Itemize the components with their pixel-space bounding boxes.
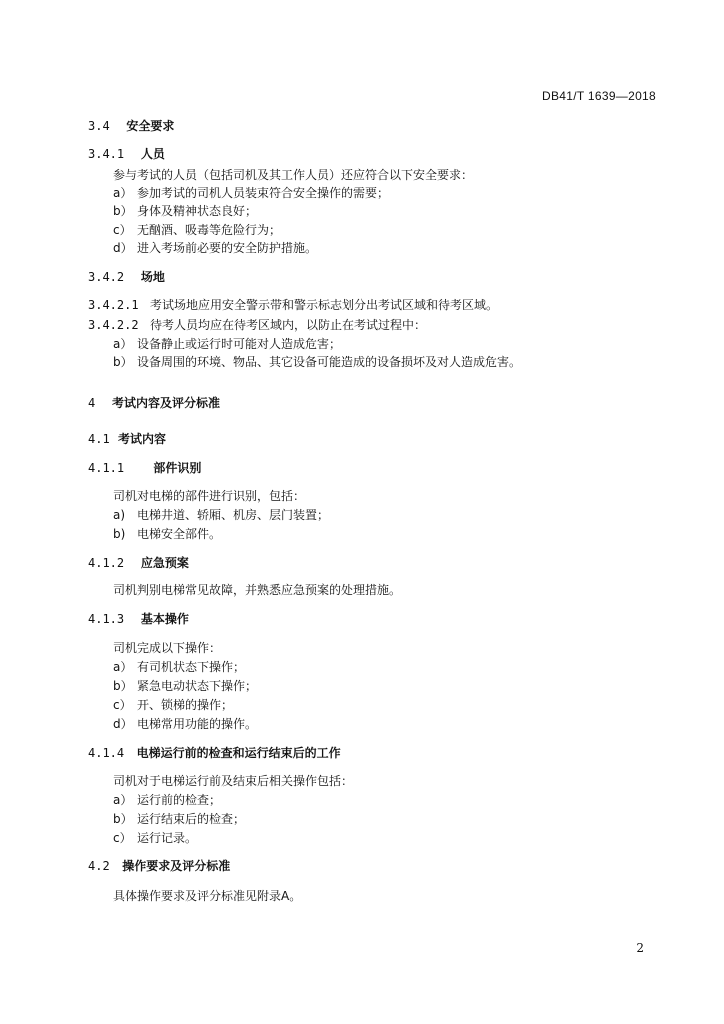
list-marker: b） bbox=[113, 812, 133, 826]
section-4-1-2-heading bbox=[88, 555, 189, 571]
list-text: 电梯安全部件。 bbox=[137, 527, 222, 541]
chapter-4-heading bbox=[88, 395, 220, 411]
list-text: 电梯常用功能的操作。 bbox=[137, 717, 258, 731]
list-marker: d） bbox=[113, 241, 133, 255]
section-title: 操作要求及评分标准 bbox=[122, 859, 231, 873]
list-item bbox=[113, 240, 317, 256]
list-item bbox=[113, 716, 257, 732]
list-item bbox=[113, 830, 197, 846]
paragraph: 司机对电梯的部件进行识别，包括： bbox=[113, 489, 306, 503]
list-text: 开、锁梯的操作； bbox=[137, 698, 234, 712]
list-marker: a） bbox=[113, 660, 133, 674]
section-title: 安全要求 bbox=[126, 119, 175, 133]
list-item bbox=[113, 811, 245, 827]
paragraph: 司机判别电梯常见故障，并熟悉应急预案的处理措施。 bbox=[113, 583, 402, 597]
section-number: 4.1.3 bbox=[88, 612, 125, 626]
list-item bbox=[113, 336, 341, 352]
list-item bbox=[113, 678, 257, 694]
list-text: 运行前的检查； bbox=[137, 793, 222, 807]
list-text: 运行记录。 bbox=[137, 831, 198, 845]
paragraph: 具体操作要求及评分标准见附录A。 bbox=[113, 889, 302, 903]
list-marker: b) bbox=[113, 527, 126, 541]
list-marker: a） bbox=[113, 337, 133, 351]
section-title: 基本操作 bbox=[140, 612, 189, 626]
list-text: 参加考试的司机人员装束符合安全操作的需要； bbox=[137, 186, 390, 200]
clause-number: 3.4.2.2 bbox=[88, 318, 139, 332]
section-number: 4.1.4 bbox=[88, 746, 125, 760]
list-item bbox=[113, 203, 257, 219]
clause-3-4-2-1 bbox=[88, 297, 498, 313]
section-title: 电梯运行前的检查和运行结束后的工作 bbox=[136, 746, 341, 760]
list-item bbox=[113, 526, 221, 542]
list-text: 电梯井道、轿厢、机房、层门装置； bbox=[137, 508, 330, 522]
section-number: 3.4.1 bbox=[88, 147, 125, 161]
clause-number: 3.4.2.1 bbox=[88, 298, 139, 312]
clause-text: 考试场地应用安全警示带和警示标志划分出考试区域和待考区域。 bbox=[150, 298, 499, 312]
list-marker: a） bbox=[113, 793, 133, 807]
list-item bbox=[113, 659, 245, 675]
paragraph: 参与考试的人员（包括司机及其工作人员）还应符合以下安全要求： bbox=[113, 168, 474, 182]
list-marker: c） bbox=[113, 223, 132, 237]
list-item bbox=[113, 792, 221, 808]
section-number: 3.4 bbox=[88, 119, 110, 133]
section-title: 人员 bbox=[140, 147, 165, 161]
paragraph: 司机对于电梯运行前及结束后相关操作包括： bbox=[113, 774, 354, 788]
list-marker: a） bbox=[113, 186, 133, 200]
list-marker: b） bbox=[113, 355, 133, 369]
section-title: 部件识别 bbox=[153, 461, 202, 475]
section-4-1-4-heading bbox=[88, 745, 341, 761]
list-marker: c） bbox=[113, 698, 132, 712]
list-marker: b） bbox=[113, 204, 133, 218]
page-number: 2 bbox=[636, 941, 644, 955]
list-item bbox=[113, 185, 389, 201]
list-marker: c） bbox=[113, 831, 132, 845]
section-4-1-1-heading bbox=[88, 460, 201, 476]
section-3-4-heading bbox=[88, 118, 174, 134]
standard-code: DB41/T 1639—2018 bbox=[542, 89, 656, 103]
chapter-number: 4 bbox=[88, 396, 96, 410]
section-number: 3.4.2 bbox=[88, 270, 125, 284]
list-text: 无酗酒、吸毒等危险行为； bbox=[137, 223, 282, 237]
section-3-4-2-heading bbox=[88, 269, 165, 285]
section-title: 场地 bbox=[140, 270, 165, 284]
list-text: 身体及精神状态良好； bbox=[137, 204, 258, 218]
list-text: 设备周围的环境、物品、其它设备可能造成的设备损坏及对人造成危害。 bbox=[137, 355, 522, 369]
section-number: 4.1 bbox=[88, 432, 110, 446]
section-4-1-heading bbox=[88, 431, 166, 447]
paragraph: 司机完成以下操作： bbox=[113, 641, 222, 655]
clause-text: 待考人员均应在待考区域内，以防止在考试过程中： bbox=[150, 318, 427, 332]
list-item bbox=[113, 697, 233, 713]
section-number: 4.1.1 bbox=[88, 461, 125, 475]
chapter-title: 考试内容及评分标准 bbox=[111, 396, 220, 410]
section-number: 4.1.2 bbox=[88, 556, 125, 570]
list-text: 进入考场前必要的安全防护措施。 bbox=[137, 241, 318, 255]
section-3-4-1-heading bbox=[88, 146, 165, 162]
section-4-1-3-heading bbox=[88, 611, 189, 627]
clause-3-4-2-2 bbox=[88, 317, 426, 333]
list-item bbox=[113, 507, 329, 523]
list-text: 设备静止或运行时可能对人造成危害； bbox=[137, 337, 342, 351]
list-text: 紧急电动状态下操作； bbox=[137, 679, 258, 693]
list-marker: a) bbox=[113, 508, 126, 522]
list-item bbox=[113, 354, 521, 370]
section-title: 应急预案 bbox=[140, 556, 189, 570]
section-4-2-heading bbox=[88, 858, 230, 874]
section-number: 4.2 bbox=[88, 859, 110, 873]
section-title: 考试内容 bbox=[118, 432, 167, 446]
list-text: 有司机状态下操作； bbox=[137, 660, 246, 674]
list-item bbox=[113, 222, 281, 238]
list-text: 运行结束后的检查； bbox=[137, 812, 246, 826]
list-marker: b） bbox=[113, 679, 133, 693]
list-marker: d） bbox=[113, 717, 133, 731]
